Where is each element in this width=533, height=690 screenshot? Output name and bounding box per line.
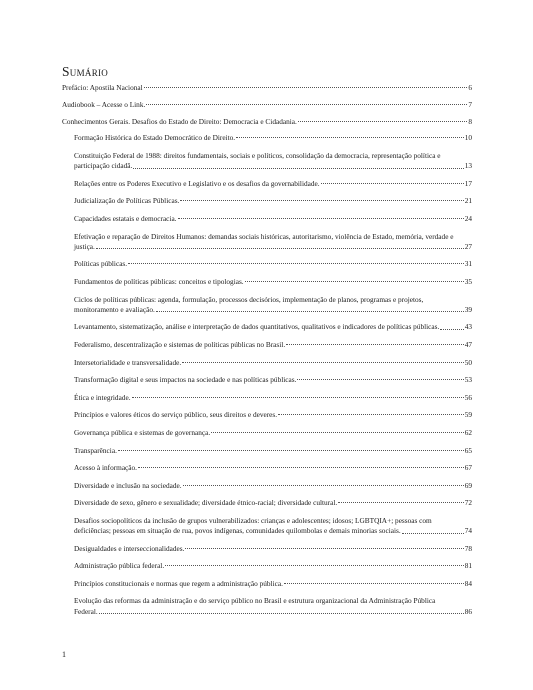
toc-entry[interactable] bbox=[62, 100, 472, 110]
toc-entry-page: 67 bbox=[464, 463, 472, 473]
dot-leader bbox=[118, 450, 464, 451]
toc-entry-title: Capacidades estatais e democracia. bbox=[74, 213, 177, 223]
dot-leader bbox=[180, 200, 463, 201]
toc-entry-page: 31 bbox=[464, 259, 472, 269]
toc-entry-page: 65 bbox=[464, 445, 472, 455]
toc-entry-page: 53 bbox=[464, 375, 472, 385]
toc-title: Sumário bbox=[62, 64, 109, 79]
dot-leader bbox=[236, 137, 464, 138]
toc-entry-page: 62 bbox=[464, 427, 472, 437]
toc-entry-page: 39 bbox=[464, 304, 472, 314]
toc-entry[interactable] bbox=[74, 358, 472, 368]
toc-entry-title: Levantamento, sistematização, análise e interpretação de dados quantitativos, qualitativos e indicadores de políticas públicas. bbox=[74, 322, 440, 332]
toc-entry-title: Intersetorialidade e transversalidade. bbox=[74, 357, 182, 367]
toc-entry-title: Evolução das reformas da administração e do serviço público no Brasil e estrutura organizacional da Administração Pública Federal. bbox=[74, 596, 436, 616]
toc-entry-page: 43 bbox=[464, 322, 472, 332]
dot-leader bbox=[298, 121, 468, 122]
toc-entry[interactable] bbox=[74, 544, 472, 554]
dot-leader bbox=[286, 344, 464, 345]
dot-leader bbox=[185, 548, 463, 549]
page-number: 1 bbox=[62, 650, 66, 659]
toc-entry-page: 81 bbox=[464, 561, 472, 571]
toc-entry-title: Relações entre os Poderes Executivo e Legislativo e os desafios da governabilidade. bbox=[74, 178, 320, 188]
toc-entry[interactable] bbox=[74, 295, 472, 315]
toc-entry[interactable] bbox=[74, 375, 472, 385]
dot-leader bbox=[128, 263, 464, 264]
toc-entry[interactable] bbox=[74, 446, 472, 456]
toc-entry-page: 10 bbox=[464, 133, 472, 143]
toc-entry[interactable] bbox=[74, 481, 472, 491]
table-of-contents bbox=[62, 83, 472, 624]
toc-entry-page: 86 bbox=[464, 606, 472, 616]
toc-entry-page: 47 bbox=[464, 339, 472, 349]
dot-leader bbox=[278, 414, 464, 415]
toc-entry-page: 50 bbox=[464, 357, 472, 367]
toc-entry-page: 21 bbox=[464, 196, 472, 206]
dot-leader bbox=[245, 281, 464, 282]
toc-entry-page: 7 bbox=[468, 99, 472, 109]
dot-leader bbox=[132, 397, 464, 398]
toc-entry-title: Governança pública e sistemas de governança. bbox=[74, 427, 211, 437]
dot-leader bbox=[178, 218, 464, 219]
toc-entry-title: Efetivação e reparação de Direitos Humanos: demandas sociais históricas, autoritarismo, violência de Estado, memória, verdade e justiça. bbox=[74, 231, 454, 251]
toc-entry[interactable] bbox=[74, 259, 472, 269]
dot-leader bbox=[183, 485, 464, 486]
toc-entry-title: Desafios sociopolíticos da inclusão de grupos vulnerabilizados: crianças e adolescentes; idosos; LGBTQIA+; pessoas com deficiências; pessoas em situação de rua, povos indígenas, comunidades quilombolas e demais minorias sociais. bbox=[74, 515, 432, 536]
toc-entry-title: Transformação digital e seus impactos na sociedade e nas políticas públicas. bbox=[74, 375, 297, 385]
toc-entry[interactable] bbox=[74, 516, 472, 536]
toc-entry-title: Princípios e valores éticos do serviço público, seus direitos e deveres. bbox=[74, 410, 278, 420]
toc-entry-title: Constituição Federal de 1988: direitos fundamentais, sociais e políticos, consolidação da democracia, representação política e participação cidadã. bbox=[74, 150, 441, 171]
toc-entry[interactable] bbox=[74, 179, 472, 189]
toc-entry-title: Formação Histórica do Estado Democrático de Direito. bbox=[74, 133, 236, 143]
toc-entry[interactable] bbox=[74, 579, 472, 589]
dot-leader bbox=[144, 87, 468, 88]
dot-leader bbox=[321, 183, 464, 184]
toc-entry-page: 17 bbox=[464, 178, 472, 188]
dot-leader bbox=[440, 329, 463, 330]
toc-entry-page: 27 bbox=[464, 241, 472, 251]
toc-entry[interactable] bbox=[74, 393, 472, 403]
toc-entry[interactable] bbox=[74, 340, 472, 350]
toc-entry[interactable] bbox=[74, 596, 472, 616]
toc-entry[interactable] bbox=[74, 428, 472, 438]
toc-entry-title: Federalismo, descentralização e sistemas de políticas públicas no Brasil. bbox=[74, 339, 286, 349]
toc-entry-title: Transparência. bbox=[74, 445, 117, 455]
dot-leader bbox=[146, 104, 467, 105]
toc-entry-page: 24 bbox=[464, 213, 472, 223]
toc-entry[interactable] bbox=[74, 196, 472, 206]
toc-entry-title: Princípios constitucionais e normas que regem a administração pública. bbox=[74, 578, 283, 588]
toc-entry-page: 84 bbox=[464, 578, 472, 588]
toc-entry-title: Políticas públicas. bbox=[74, 259, 128, 269]
dot-leader bbox=[338, 502, 464, 503]
toc-entry[interactable] bbox=[74, 214, 472, 224]
toc-entry-page: 69 bbox=[464, 480, 472, 490]
toc-entry[interactable] bbox=[62, 83, 472, 93]
dot-leader bbox=[133, 168, 463, 169]
toc-entry[interactable] bbox=[62, 117, 472, 127]
toc-entry[interactable] bbox=[74, 463, 472, 473]
dot-leader bbox=[165, 565, 464, 566]
toc-entry-title: Diversidade de sexo, gênero e sexualidade; diversidade étnico-racial; diversidade cultural. bbox=[74, 498, 338, 508]
dot-leader bbox=[402, 533, 464, 534]
toc-entry-title: Ciclos de políticas públicas: agenda, formulação, processos decisórios, implementação de planos, programas e projetos, monitoramento e avaliação. bbox=[74, 294, 424, 314]
toc-entry-title: Judicialização de Políticas Públicas. bbox=[74, 196, 180, 206]
toc-entry[interactable] bbox=[74, 151, 472, 171]
dot-leader bbox=[297, 379, 463, 380]
toc-entry[interactable] bbox=[74, 410, 472, 420]
toc-entry-title: Diversidade e inclusão na sociedade. bbox=[74, 480, 182, 490]
dot-leader bbox=[99, 613, 464, 614]
dot-leader bbox=[138, 467, 464, 468]
toc-entry[interactable] bbox=[74, 277, 472, 287]
toc-entry-title: Fundamentos de políticas públicas: conceitos e tipologias. bbox=[74, 276, 244, 286]
toc-entry-title: Administração pública federal. bbox=[74, 561, 165, 571]
toc-entry[interactable] bbox=[74, 498, 472, 508]
toc-entry-title: Audiobook – Acesse o Link. bbox=[62, 99, 146, 109]
toc-entry-title: Prefácio: Apostila Nacional bbox=[62, 83, 143, 92]
toc-entry-page: 6 bbox=[468, 83, 472, 92]
toc-entry[interactable] bbox=[74, 232, 472, 252]
dot-leader bbox=[96, 248, 464, 249]
dot-leader bbox=[182, 362, 464, 363]
toc-entry-page: 72 bbox=[464, 498, 472, 508]
dot-leader bbox=[156, 311, 464, 312]
toc-entry-page: 35 bbox=[464, 276, 472, 286]
toc-entry-page: 74 bbox=[464, 526, 472, 536]
toc-entry[interactable] bbox=[74, 133, 472, 143]
toc-entry[interactable] bbox=[74, 322, 472, 332]
toc-entry-title: Conhecimentos Gerais. Desafios do Estado de Direito: Democracia e Cidadania. bbox=[62, 116, 297, 126]
toc-entry-title: Desigualdades e interseccionalidades. bbox=[74, 543, 185, 553]
toc-entry-title: Ética e integridade. bbox=[74, 392, 131, 402]
toc-entry-page: 13 bbox=[464, 161, 472, 171]
dot-leader bbox=[211, 432, 464, 433]
toc-entry-page: 59 bbox=[464, 410, 472, 420]
toc-entry-page: 56 bbox=[464, 392, 472, 402]
toc-entry[interactable] bbox=[74, 561, 472, 571]
toc-entry-page: 78 bbox=[464, 543, 472, 553]
dot-leader bbox=[284, 583, 464, 584]
toc-entry-title: Acesso à informação. bbox=[74, 463, 138, 473]
toc-entry-page: 8 bbox=[468, 116, 472, 126]
